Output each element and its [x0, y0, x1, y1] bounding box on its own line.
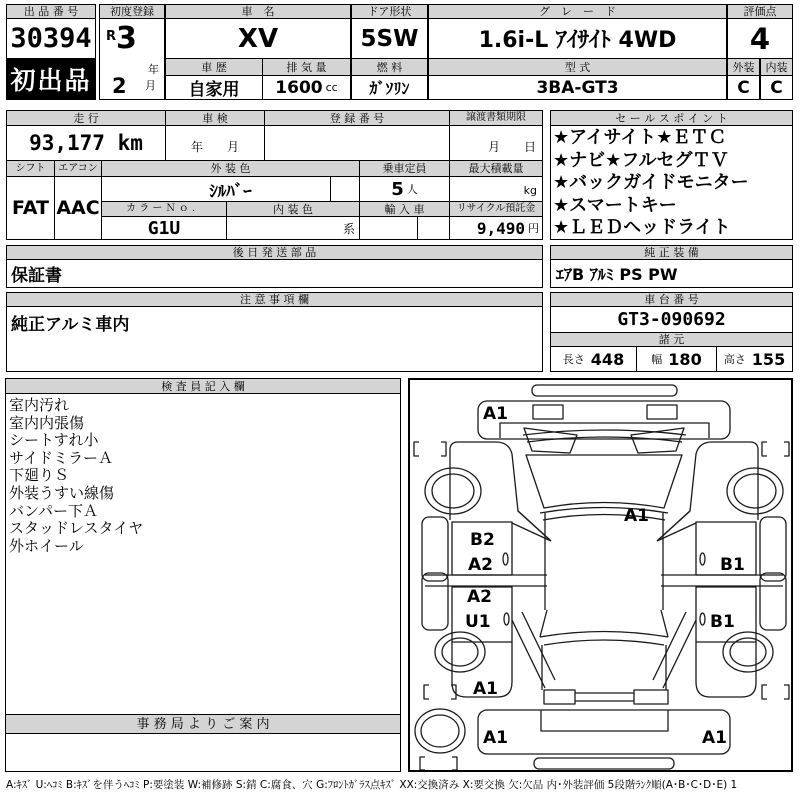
fuel-header: 燃 料 [351, 58, 428, 76]
car-name-value: XV [165, 18, 351, 59]
capacity-unit: 人 [406, 183, 418, 196]
front-fender-right [657, 442, 758, 541]
registration-number-value [264, 125, 450, 161]
legend-footer: A:ｷｽﾞ U:ﾍｺﾐ B:ｷｽﾞを伴うﾍｺﾐ P:要塗装 W:補修跡 S:錆 C:腐食、穴 G:ﾌﾛﾝﾄｶﾞﾗｽ点ｷｽﾞ XX:交換済み X:要交換 欠:欠品 内･外装評価 5段階ﾗﾝｸ順(A･B･C･D･E) 1 [6, 779, 738, 791]
year-suffix: 年 [148, 63, 159, 76]
max-load-header: 最大積載量 [449, 160, 543, 177]
damage-label-hood: A1 [624, 506, 649, 526]
front-fender-left [450, 442, 551, 541]
displacement-number: 1600 [275, 77, 323, 98]
displacement-value [262, 75, 351, 100]
first-registration-cell [99, 18, 165, 100]
windshield [526, 455, 682, 508]
import-car-value [359, 216, 450, 240]
transfer-docs-value: 月 日 [449, 125, 543, 161]
damage-label-front-door-left-1: B2 [470, 530, 495, 550]
exterior-color-header: 外 装 色 [101, 160, 360, 177]
front-bumper-outline [478, 401, 730, 439]
inspector-item: バンパー下Ａ [9, 501, 98, 520]
door-shape-header: ドア形状 [351, 4, 428, 19]
exterior-grade-value: C [727, 75, 760, 100]
wiper-right [631, 428, 684, 453]
recycle-deposit-header: リサイクル預託金 [449, 201, 543, 217]
wiper-left [524, 428, 577, 453]
grade-header: グ レ ー ド [428, 4, 727, 19]
interior-grade-header: 内装 [760, 58, 793, 76]
inspector-notes-header: 検 査 員 記 入 欄 [5, 378, 401, 394]
door-handle-rear-left [504, 613, 509, 625]
dimension-height [716, 346, 793, 372]
notes-value-cell [6, 306, 543, 372]
door-shape-value: 5SW [351, 18, 428, 59]
import-car-header: 輸 入 車 [359, 201, 450, 217]
capacity-header: 乗車定員 [359, 160, 450, 177]
reg-month: 2 [112, 74, 127, 98]
sales-point-item: ★アイサイト★ＥＴＣ [553, 127, 727, 148]
inspector-item: 外装うすい線傷 [9, 483, 115, 502]
mileage-value: 93,177 km [6, 125, 166, 161]
sales-points-header: セ ー ル ス ポ イ ン ト [550, 110, 793, 126]
bracket-rear-right [762, 685, 789, 699]
fuel-value: ｶﾞｿﾘﾝ [351, 75, 428, 100]
sales-point-item: ★ナビ★フルセグＴＶ [553, 149, 729, 171]
length-value: 448 [590, 349, 625, 369]
dimension-width [636, 346, 717, 372]
interior-color-header: 内 装 色 [226, 201, 360, 217]
shift-value: FAT [6, 176, 55, 240]
capacity-value [359, 176, 450, 202]
chassis-number-value: GT3-090692 [550, 306, 793, 333]
oem-equipment-header: 純 正 装 備 [550, 245, 793, 260]
color-no-value: G1U [101, 216, 227, 240]
reg-year: 3 [116, 21, 137, 56]
history-header: 車 歴 [165, 58, 263, 76]
notes-value: 純正アルミ車内 [11, 315, 130, 335]
inspector-notes-list [5, 393, 401, 715]
inspection-header: 車 検 [165, 110, 265, 126]
inspection-value: 年 月 [165, 125, 265, 161]
spare-tire-inner [421, 715, 459, 747]
dimensions-header: 諸 元 [550, 332, 793, 347]
inspector-item: 室内内張傷 [9, 413, 85, 432]
era-letter: R [106, 29, 117, 44]
damage-label-front-door-right: B1 [720, 555, 745, 575]
inspector-item: スタッドレスタイヤ [9, 519, 144, 538]
front-plate-left [533, 405, 563, 419]
width-value: 180 [668, 349, 702, 369]
oem-equipment-value: ｴｱB ｱﾙﾐ PS PW [550, 259, 793, 288]
rear-plate-left [544, 690, 575, 704]
shift-header: シフト [6, 160, 55, 177]
displacement-header: 排 気 量 [262, 58, 351, 76]
rear-strip [534, 758, 674, 769]
door-handle-front-left [503, 553, 508, 565]
height-value: 155 [751, 349, 786, 369]
car-diagram-svg [410, 380, 791, 770]
grade-value: 1.6i-L ｱｲｻｲﾄ 4WD [428, 18, 727, 59]
front-plate-right [647, 405, 677, 419]
exterior-color-value: ｼﾙﾊﾞｰ [101, 176, 360, 202]
history-value: 自家用 [165, 75, 263, 100]
model-code-value: 3BA-GT3 [428, 75, 727, 100]
damage-label-front-bumper: A1 [483, 404, 508, 424]
height-label: 高さ [723, 353, 746, 366]
damage-label-rear-door-right: B1 [710, 612, 735, 632]
door-handle-rear-right [700, 613, 705, 625]
rear-plate-links [575, 693, 634, 701]
max-load-value: kg [449, 176, 543, 202]
auction-number-value: 30394 [6, 18, 96, 59]
exterior-color-subdivider [330, 176, 331, 202]
color-no-header: カ ラ ー Ｎ ｏ ． [101, 201, 227, 217]
car-name-header: 車 名 [165, 4, 351, 19]
interior-grade-value: C [760, 75, 793, 100]
later-parts-value: 保証書 [6, 259, 543, 288]
quarter-right [696, 642, 756, 697]
inspector-item: 外ホイール [9, 536, 84, 555]
damage-label-rear-door-left-1: A2 [467, 587, 492, 607]
office-notice-header: 事 務 局 よ り ご 案 内 [5, 714, 401, 734]
inspector-item: 下廻りＳ [9, 466, 70, 485]
month-suffix: 月 [145, 79, 156, 92]
damage-label-quarter-left: A1 [473, 679, 498, 699]
sill-front-left [422, 517, 448, 581]
door-handle-front-right [700, 553, 705, 565]
damage-label-rear-bumper-left: A1 [483, 728, 508, 748]
model-code-header: 型 式 [428, 58, 727, 76]
dimension-length [550, 346, 637, 372]
office-notice-body [5, 733, 401, 772]
front-wheel-right [727, 468, 783, 514]
front-wheel-left [425, 468, 481, 514]
capacity-number: 5 [391, 178, 404, 200]
recycle-deposit-value [449, 216, 543, 240]
inspector-item: 室内汚れ [9, 396, 70, 414]
rear-bumper-outline [478, 710, 730, 754]
rear-fold-right [653, 612, 696, 688]
chassis-number-header: 車 台 番 号 [550, 292, 793, 307]
rear-plate-right [634, 690, 668, 704]
rear-bumper-step [541, 710, 668, 731]
score-value: 4 [727, 18, 793, 59]
first-listing-badge: 初出品 [6, 58, 96, 100]
sales-points-list [550, 125, 793, 240]
front-wheel-left-inner [432, 474, 474, 508]
first-registration-header: 初度登録 [99, 4, 165, 19]
inspector-item: シートすれ小 [9, 431, 99, 450]
notes-header: 注 意 事 項 欄 [6, 292, 543, 307]
rear-window-band-1 [540, 632, 668, 638]
length-label: 長さ [562, 353, 585, 366]
auction-number-header: 出 品 番 号 [6, 4, 96, 19]
sales-point-item: ★バックガイドモニター [553, 172, 749, 193]
interior-color-value: 系 [226, 216, 360, 240]
sill-front-right [760, 517, 786, 581]
front-wheel-right-inner [734, 474, 776, 508]
aircon-value: AAC [54, 176, 102, 240]
roof-strip [532, 385, 677, 396]
import-car-subdivider [417, 216, 418, 240]
damage-label-rear-door-left-2: U1 [465, 612, 491, 632]
trunk-sides [542, 645, 666, 690]
rear-window-band-2 [544, 640, 664, 645]
width-label: 幅 [651, 353, 663, 366]
sales-point-item: ★スマートキー [553, 194, 677, 216]
bracket-front-right [762, 442, 789, 456]
score-header: 評価点 [727, 4, 793, 19]
later-parts-header: 後 日 発 送 部 品 [6, 245, 543, 260]
mileage-header: 走 行 [6, 110, 166, 126]
rear-window-sides [540, 610, 668, 637]
aircon-header: エアコン [54, 160, 102, 177]
damage-label-rear-bumper-right: A1 [702, 728, 727, 748]
rear-fold-left [512, 612, 555, 688]
displacement-unit: cc [325, 81, 338, 94]
damage-label-front-door-left-2: A2 [468, 555, 493, 575]
transfer-docs-header: 譲渡書類期限 [449, 110, 543, 126]
car-diagram [408, 378, 793, 772]
bracket-spare [420, 757, 457, 770]
sales-point-item: ★ＬＥＤヘッドライト [553, 217, 731, 238]
bracket-rear-left [424, 685, 456, 699]
recycle-fee: 9,490 [476, 218, 525, 238]
inspector-item: サイドミラーＡ [9, 448, 113, 467]
exterior-grade-header: 外装 [727, 58, 760, 76]
recycle-unit: 円 [528, 222, 539, 235]
registration-number-header: 登 録 番 号 [264, 110, 450, 126]
bracket-front-left [414, 442, 446, 456]
